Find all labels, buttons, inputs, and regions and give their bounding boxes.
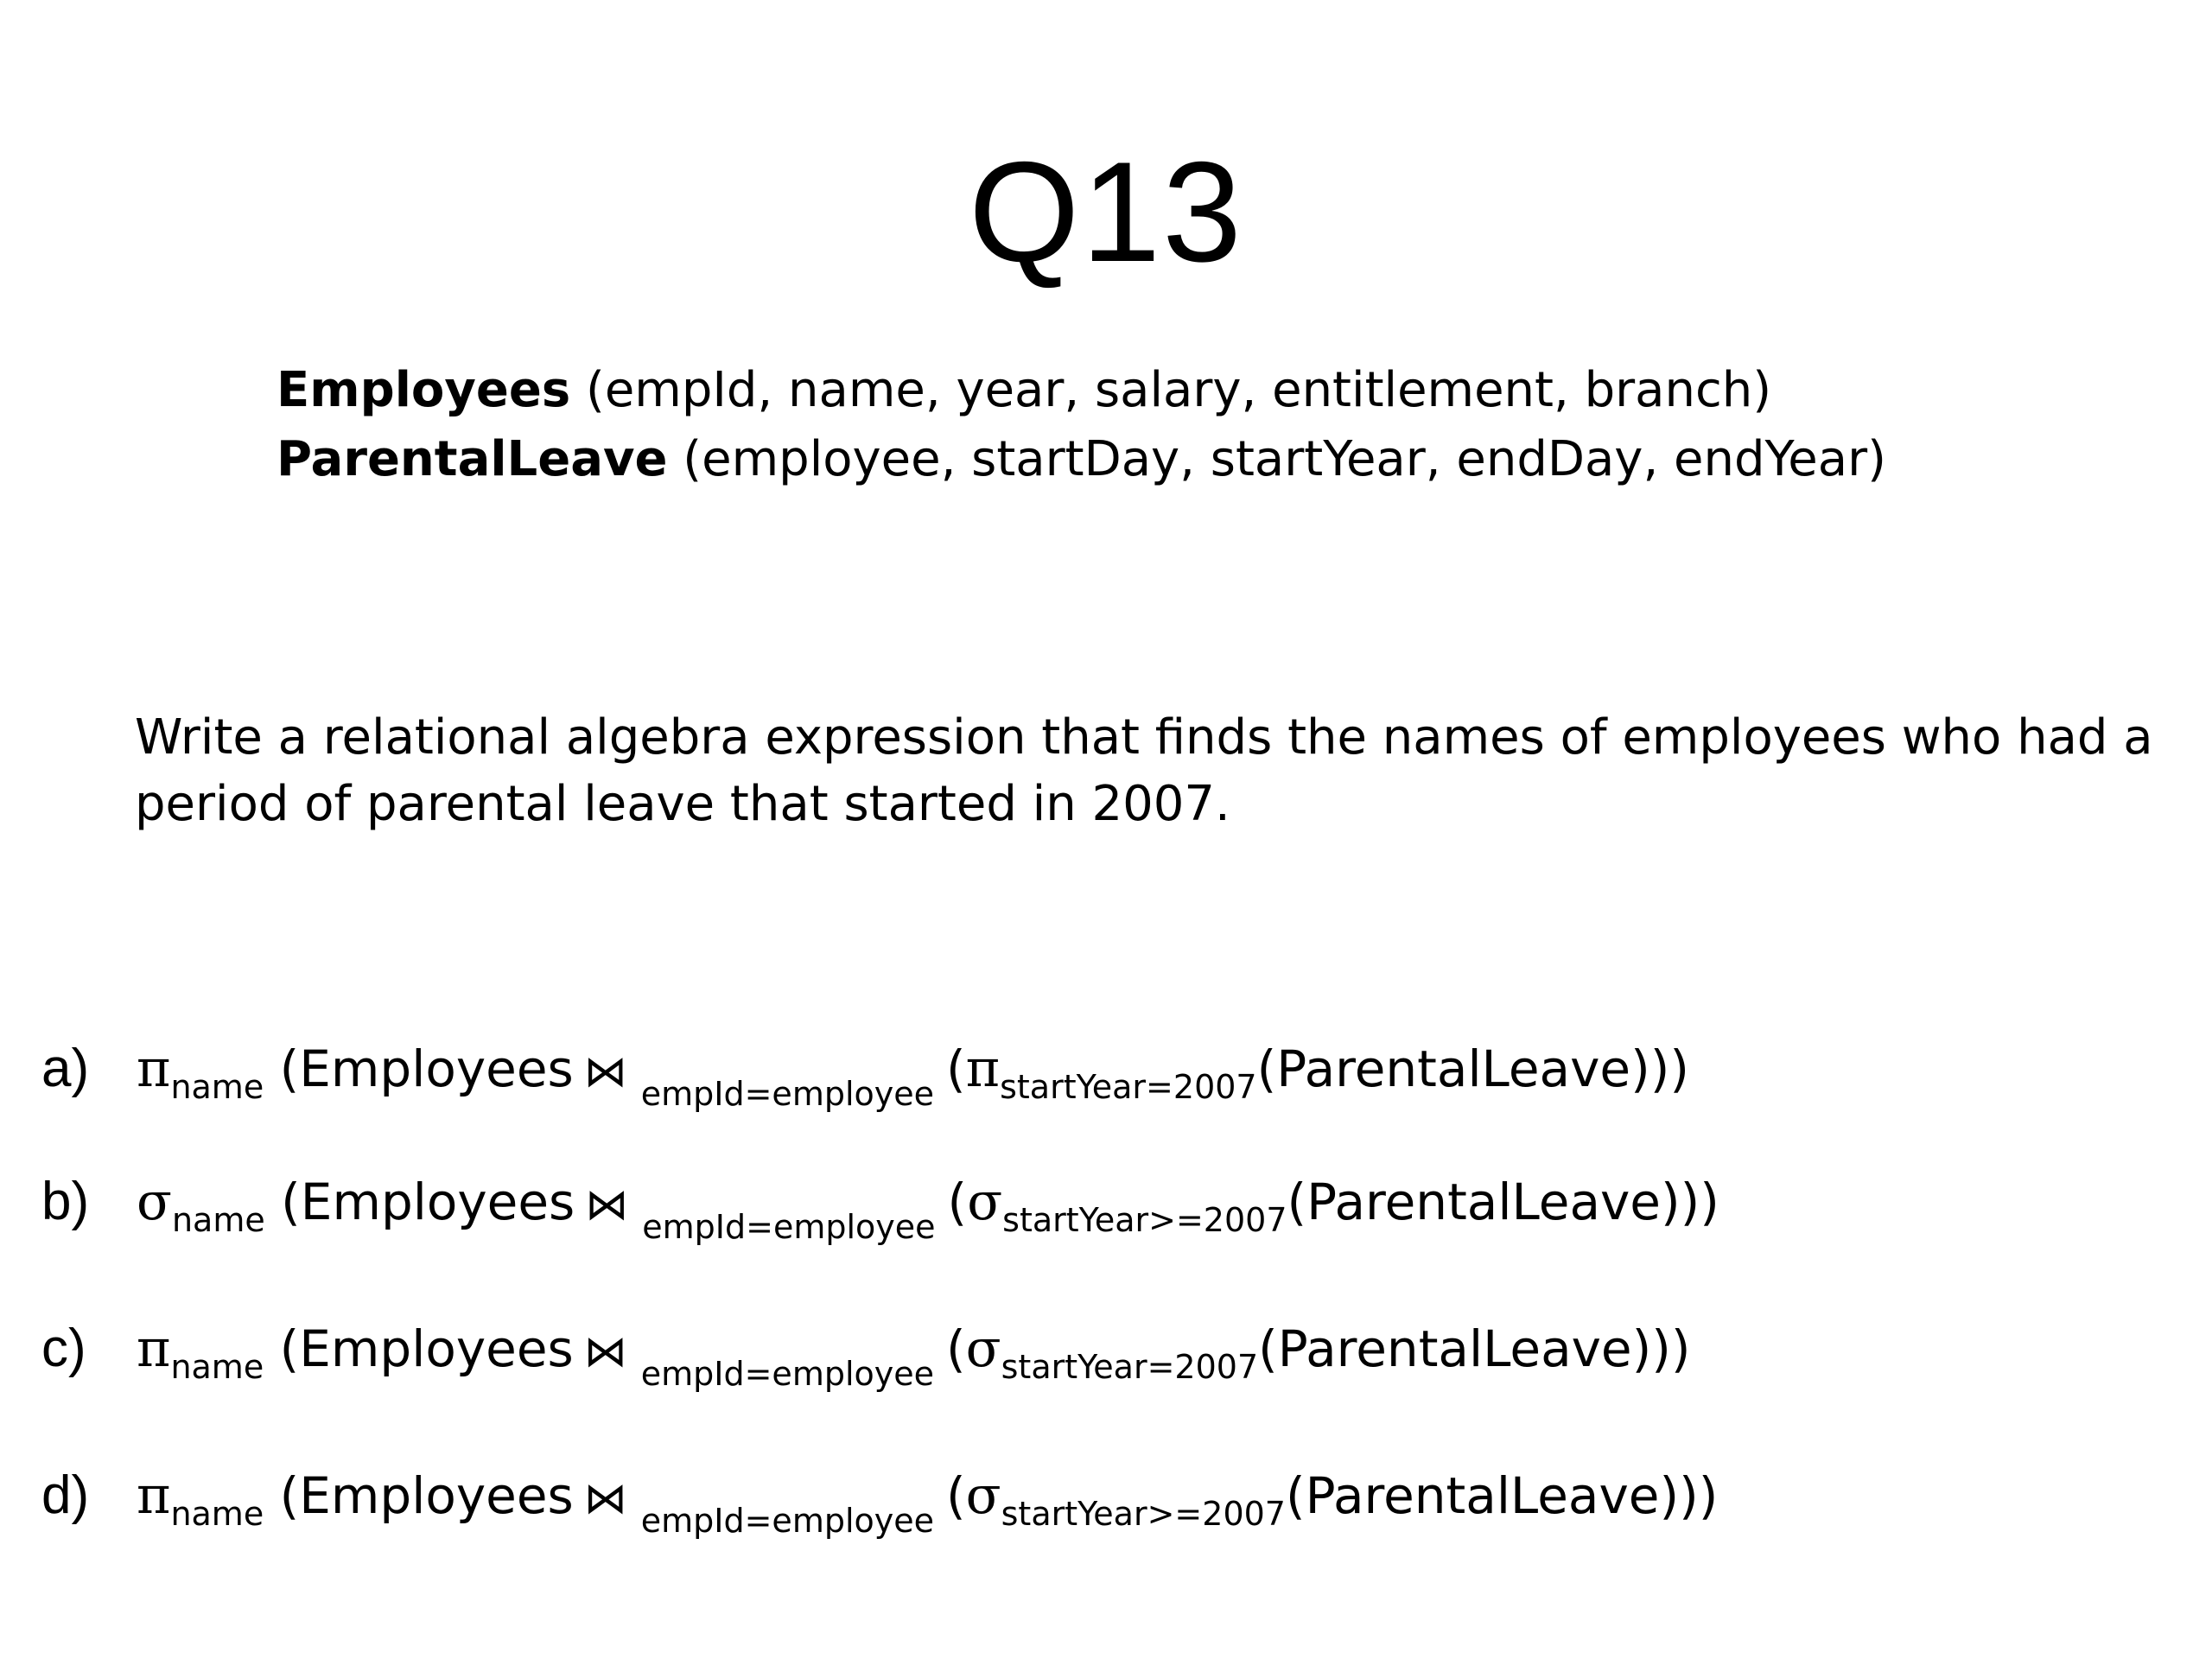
option-b[interactable] [41,1154,1719,1249]
schema-line-parentalleave [276,425,1886,494]
option-letter: b) [41,1172,90,1231]
inner-operator: σ [965,1465,1001,1526]
inner-open-paren: ( [946,1466,966,1525]
inner-open-paren: ( [947,1173,968,1231]
inner-operator: σ [965,1319,1001,1379]
join-condition: empId=employee [640,1355,935,1393]
inner-subscript: startYear>=2007 [1002,1201,1287,1239]
question-text [135,704,2153,837]
join-symbol: ⋈ [583,1473,627,1523]
join-condition: empId=employee [640,1075,935,1113]
question-line-2: period of parental leave that started in 2007. [135,776,1230,832]
right-operand: (ParentalLeave))) [1258,1319,1691,1378]
join-symbol: ⋈ [583,1326,627,1376]
schema-line-employees [276,356,1886,425]
relation-name: Employees [276,362,571,418]
join-condition: empId=employee [642,1208,936,1246]
inner-subscript: startYear>=2007 [1001,1495,1286,1533]
join-symbol: ⋈ [585,1179,629,1230]
outer-subscript: name [170,1495,264,1533]
right-operand: (ParentalLeave))) [1256,1039,1689,1098]
outer-operator: π [137,1319,171,1379]
inner-subscript: startYear=2007 [1000,1068,1257,1106]
relation-name: ParentalLeave [276,431,668,487]
inner-operator: σ [967,1172,1003,1232]
option-c[interactable] [41,1301,1691,1396]
outer-operator: π [137,1039,171,1099]
schema-block [276,356,1886,494]
outer-subscript: name [170,1348,264,1386]
left-operand: (Employees [281,1173,575,1231]
join-condition: empId=employee [640,1502,935,1540]
outer-subscript: name [170,1068,264,1106]
join-symbol: ⋈ [583,1046,627,1096]
relation-attributes: (empId, name, year, salary, entitlement, branch) [585,362,1772,418]
outer-operator: σ [137,1172,172,1232]
left-operand: (Employees [279,1319,574,1378]
inner-open-paren: ( [946,1319,966,1378]
inner-operator: π [965,1039,1001,1099]
outer-subscript: name [171,1201,265,1239]
relation-attributes: (employee, startDay, startYear, endDay, endYear) [683,431,1886,487]
question-line-1: Write a relational algebra expression that finds the names of employees who had a [135,709,2153,766]
left-operand: (Employees [279,1466,574,1525]
inner-open-paren: ( [946,1039,966,1098]
outer-operator: π [137,1465,171,1526]
option-letter: d) [41,1465,90,1525]
option-a[interactable] [41,1021,1689,1116]
left-operand: (Employees [279,1039,574,1098]
option-letter: c) [41,1319,86,1378]
slide-title: Q13 [969,132,1243,291]
right-operand: (ParentalLeave))) [1285,1466,1719,1525]
inner-subscript: startYear=2007 [1001,1348,1259,1386]
option-letter: a) [41,1039,90,1098]
option-d[interactable] [41,1448,1718,1543]
right-operand: (ParentalLeave))) [1287,1173,1719,1231]
